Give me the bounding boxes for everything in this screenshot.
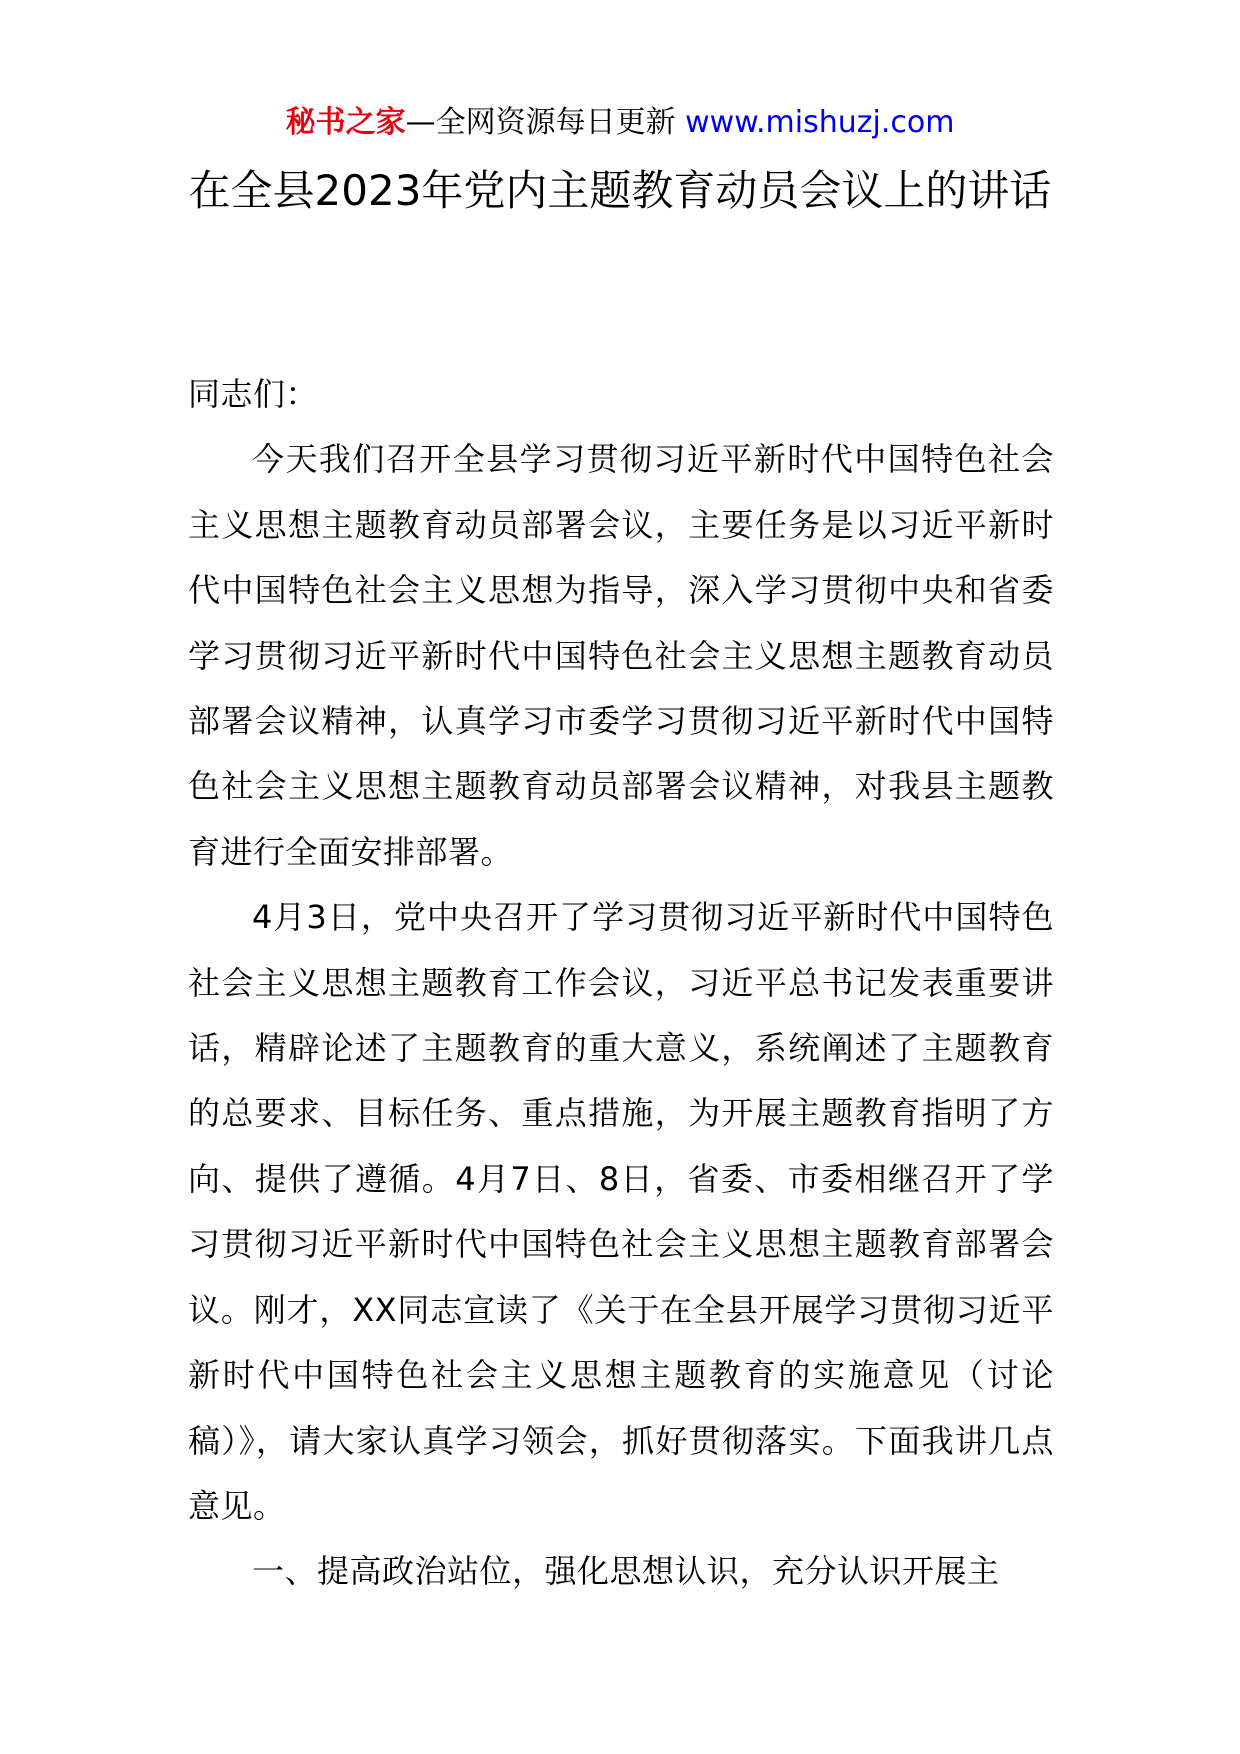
salutation: 同志们： xyxy=(188,375,319,413)
site-header xyxy=(0,103,1240,143)
site-name: 秘书之家 xyxy=(285,105,406,140)
section-heading: 一、提高政治站位，强化思想认识，充分认识开展主 xyxy=(252,1552,1000,1591)
body-paragraph-1: 今天我们召开全县学习贯彻习近平新时代中国特色社会主义思想主题教育动员部署会议，主要任务是以习近平新时代中国特色社会主义思想为指导，深入学习贯彻中央和省委学习贯彻习近平新时代中国特色社会主义思想主题教育动员部署会议精神，认真学习市委学习贯彻习近平新时代中国特色社会主义思想主题教育动员部署会议精神，对我县主题教育进行全面安排部署。 xyxy=(188,440,1054,871)
site-url-link[interactable]: www.mishuzj.com xyxy=(685,105,955,140)
body-paragraph-2: 4月3日，党中央召开了学习贯彻习近平新时代中国特色社会主义思想主题教育工作会议，习近平总书记发表重要讲话，精辟论述了主题教育的重大意义，系统阐述了主题教育的总要求、目标任务、重点措施，为开展主题教育指明了方向、提供了遵循。4月7日、8日，省委、市委相继召开了学习贯彻习近平新时代中国特色社会主义思想主题教育部署会议。刚才，XX同志宣读了《关于在全县开展学习贯彻习近平新时代中国特色社会主义思想主题教育的实施意见（讨论稿）》，请大家认真学习领会，抓好贯彻落实。下面我讲几点意见。 xyxy=(188,898,1054,1525)
document-body xyxy=(188,362,1054,1605)
site-tagline: —全网资源每日更新 xyxy=(405,105,676,140)
document-title: 在全县2023年党内主题教育动员会议上的讲话 xyxy=(188,166,1052,215)
